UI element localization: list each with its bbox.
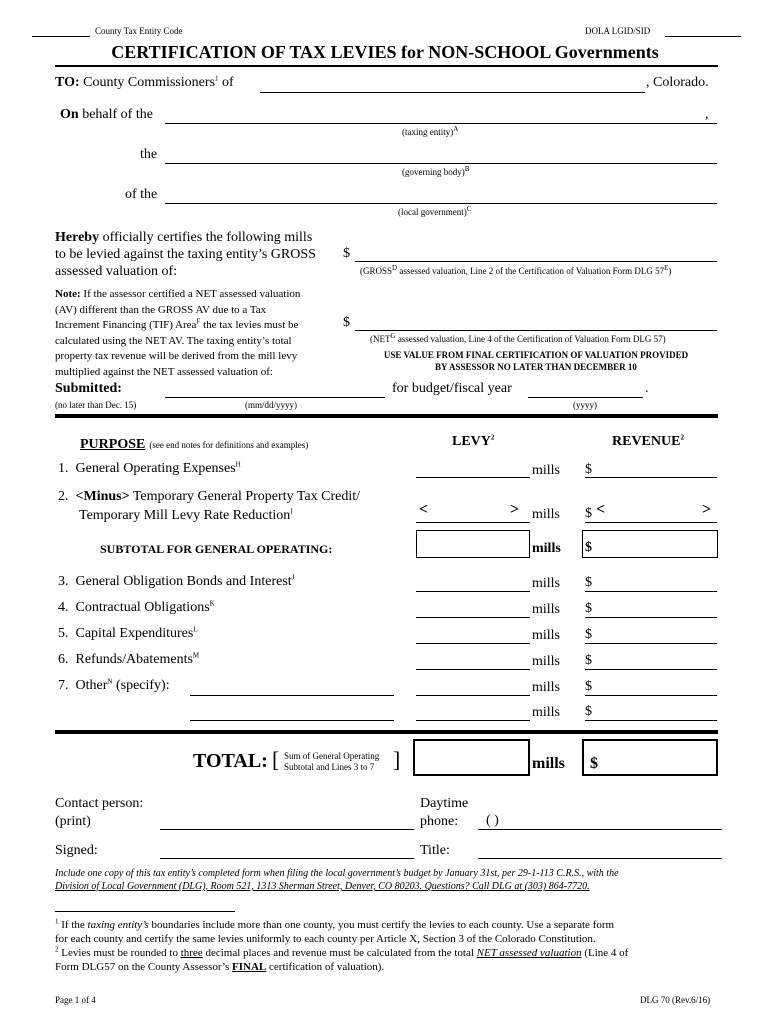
- revenue-field-2[interactable]: [585, 522, 717, 523]
- mills-unit: mills: [532, 576, 561, 591]
- comma-text: ,: [705, 107, 709, 122]
- phone-area-code: ( ): [486, 813, 499, 828]
- revenue-dollar: $: [585, 601, 592, 616]
- county-code-label: County Tax Entity Code: [95, 26, 183, 36]
- levy-field-2[interactable]: [416, 522, 530, 523]
- section-rule-thick: [55, 414, 718, 418]
- total-revenue-box[interactable]: [582, 739, 718, 776]
- submitted-date-field[interactable]: [165, 397, 385, 398]
- revenue-header: REVENUE$^2$: [612, 433, 684, 449]
- mills-unit: mills: [532, 654, 561, 669]
- year-format-hint: (yyyy): [573, 400, 597, 410]
- revenue-dollar: $: [585, 462, 592, 477]
- budget-year-label: for budget/fiscal year: [392, 381, 512, 396]
- purpose-header: PURPOSE (see end notes for definitions and examples): [80, 437, 309, 452]
- the-label: the: [140, 147, 158, 162]
- colorado-text: , Colorado.: [646, 75, 709, 90]
- revenue-dollar: $: [585, 679, 592, 694]
- governing-body-hint: (governing body)$^B$: [402, 165, 470, 177]
- governing-body-field[interactable]: [165, 163, 717, 164]
- form-revision: DLG 70 (Rev.6/16): [640, 995, 711, 1005]
- contact-person-label: Contact person: (print): [55, 796, 144, 829]
- levy-field-7[interactable]: [416, 695, 530, 696]
- revenue-field-5[interactable]: [585, 643, 717, 644]
- signature-field[interactable]: [160, 858, 414, 859]
- contact-person-field[interactable]: [160, 829, 414, 830]
- other-specify-field-2[interactable]: [190, 720, 394, 721]
- levy-header: LEVY$^2$: [452, 433, 495, 449]
- revenue-dollar: $: [585, 506, 592, 521]
- revenue-field-3[interactable]: [585, 591, 717, 592]
- mills-unit: mills: [532, 680, 561, 695]
- title-field[interactable]: [478, 858, 722, 859]
- submitted-deadline: (no later than Dec. 15): [55, 400, 137, 410]
- levy-field-1[interactable]: [416, 477, 530, 478]
- row-general-operating: 1. General Operating Expenses$^H$: [58, 460, 241, 476]
- budget-year-field[interactable]: [528, 397, 643, 398]
- subtotal-revenue-box[interactable]: [582, 530, 718, 558]
- row-minus-credit: 2. <Minus> Temporary General Property Tax Credit/ Temporary Mill Levy Rate Reduction$^I$: [58, 489, 360, 523]
- use-value-note: USE VALUE FROM FINAL CERTIFICATION OF VALUATION PROVIDED BY ASSESSOR NO LATER THAN DECEMBER 10: [383, 350, 689, 372]
- total-bracket-left: [: [272, 747, 280, 772]
- row-capital: 5. Capital Expenditures$^L$: [58, 625, 198, 641]
- mills-unit: mills: [532, 602, 561, 617]
- taxing-entity-hint: (taxing entity)$^A$: [402, 125, 459, 137]
- revenue-dollar: $: [585, 540, 592, 555]
- total-bracket-text: Sum of General Operating Subtotal and Lines 3 to 7: [284, 751, 380, 772]
- signed-label: Signed:: [55, 843, 98, 858]
- levy-lt-bracket: <: [419, 501, 429, 518]
- row-other: 7. Other$^N$ (specify):: [58, 677, 170, 693]
- mills-unit: mills: [532, 541, 561, 556]
- total-label: TOTAL:: [193, 750, 268, 772]
- gross-assessed-valuation-field[interactable]: [355, 261, 717, 262]
- dola-lgid-label: DOLA LGID/SID: [585, 26, 651, 36]
- levy-field-6[interactable]: [416, 669, 530, 670]
- revenue-field-6[interactable]: [585, 669, 717, 670]
- date-format-hint: (mm/dd/yyyy): [245, 400, 297, 410]
- revenue-dollar: $: [585, 653, 592, 668]
- county-name-field[interactable]: [260, 92, 645, 93]
- note-text: Note: If the assessor certified a NET assessed valuation (AV) different than the GROSS AV due to a Tax Increment Financing (TIF) Area$^F$ the tax levies must be calculated using the NET AV. The taxing entity’s total property tax revenue will be derived from the mill levy multiplied against the NET assessed valuation of:: [55, 288, 301, 378]
- dola-lgid-field-line[interactable]: [665, 36, 741, 37]
- submitted-label: Submitted:: [55, 381, 122, 396]
- mills-unit: mills: [532, 705, 561, 720]
- revenue-gt-bracket: >: [702, 501, 712, 518]
- of-the-label: of the: [125, 187, 158, 202]
- net-assessed-valuation-field[interactable]: [355, 330, 717, 331]
- revenue-dollar: $: [585, 704, 592, 719]
- mills-unit: mills: [532, 507, 561, 522]
- county-code-field-line[interactable]: [32, 36, 90, 37]
- total-levy-box[interactable]: [413, 739, 530, 776]
- row-refunds: 6. Refunds/Abatements$^M$: [58, 651, 200, 667]
- levy-field-8[interactable]: [416, 720, 530, 721]
- levy-gt-bracket: >: [510, 501, 520, 518]
- subtotal-levy-box[interactable]: [416, 530, 530, 558]
- levy-field-5[interactable]: [416, 643, 530, 644]
- period-text: .: [645, 381, 649, 396]
- other-specify-field-1[interactable]: [190, 695, 394, 696]
- revenue-field-7[interactable]: [585, 695, 717, 696]
- revenue-dollar: $: [585, 627, 592, 642]
- on-behalf-label: On behalf of the: [60, 107, 153, 122]
- net-dollar-sign: $: [343, 315, 350, 330]
- local-government-field[interactable]: [165, 203, 717, 204]
- hereby-text: Hereby officially certifies the following mills to be levied against the taxing entity’s GROSS assessed valuation of:: [55, 230, 316, 279]
- total-bracket-right: ]: [393, 747, 401, 772]
- gross-dollar-sign: $: [343, 246, 350, 261]
- total-revenue-dollar: $: [590, 755, 598, 772]
- revenue-dollar: $: [585, 575, 592, 590]
- local-government-hint: (local government)$^C$: [398, 205, 472, 217]
- subtotal-label: SUBTOTAL FOR GENERAL OPERATING:: [100, 542, 333, 556]
- daytime-phone-label: Daytime phone:: [420, 796, 469, 829]
- form-title: CERTIFICATION OF TAX LEVIES for NON-SCHOOL Governments: [111, 42, 659, 62]
- footnote-1: $^1$ If the taxing entity’s boundaries include more than one county, you must certify the levies to each county. Use a separate form for each county and certify the same levies uniformly to each county per Article X, Section 3 of the Colorado Constitution.: [55, 917, 615, 945]
- levy-field-3[interactable]: [416, 591, 530, 592]
- phone-field[interactable]: [478, 829, 722, 830]
- revenue-field-1[interactable]: [585, 477, 717, 478]
- title-label: Title:: [420, 843, 450, 858]
- mills-unit: mills: [532, 628, 561, 643]
- net-hint: ($NET^G$ assessed valuation, Line 4 of the Certification of Valuation Form DLG 57): [370, 332, 666, 344]
- page-number: Page 1 of 4: [55, 995, 96, 1005]
- gross-hint: ($GROSS^D$ assessed valuation, Line 2 of the Certification of Valuation Form DLG $57^E$): [360, 264, 672, 276]
- row-contractual: 4. Contractual Obligations$^K$: [58, 599, 215, 615]
- to-line: TO: County Commissioners$^1$ of: [55, 74, 234, 90]
- levy-field-4[interactable]: [416, 617, 530, 618]
- total-mills-unit: mills: [532, 755, 565, 772]
- filing-instructions: Include one copy of this tax entity’s completed form when filing the local government’s budget by January 31st, per 29-1-113 C.R.S., with the Division of Local Government (DLG), Room 521, 1313 Sherman Street, Denver, CO 80203. Questions? Call DLG at (303) 864-7720.: [55, 868, 619, 892]
- taxing-entity-field[interactable]: [165, 123, 717, 124]
- footnote-divider: [55, 911, 235, 912]
- footnote-2: $^2$ Levies must be rounded to three decimal places and revenue must be calculated from the total NET assessed valuation (Line 4 of Form DLG57 on the County Assessor’s FINAL certification of valuation).: [55, 945, 629, 973]
- revenue-lt-bracket: <: [596, 501, 606, 518]
- total-rule-thick: [55, 730, 718, 734]
- mills-unit: mills: [532, 463, 561, 478]
- title-rule: [55, 65, 718, 67]
- revenue-field-8[interactable]: [585, 720, 717, 721]
- revenue-field-4[interactable]: [585, 617, 717, 618]
- row-go-bonds: 3. General Obligation Bonds and Interest$^J$: [58, 573, 295, 589]
